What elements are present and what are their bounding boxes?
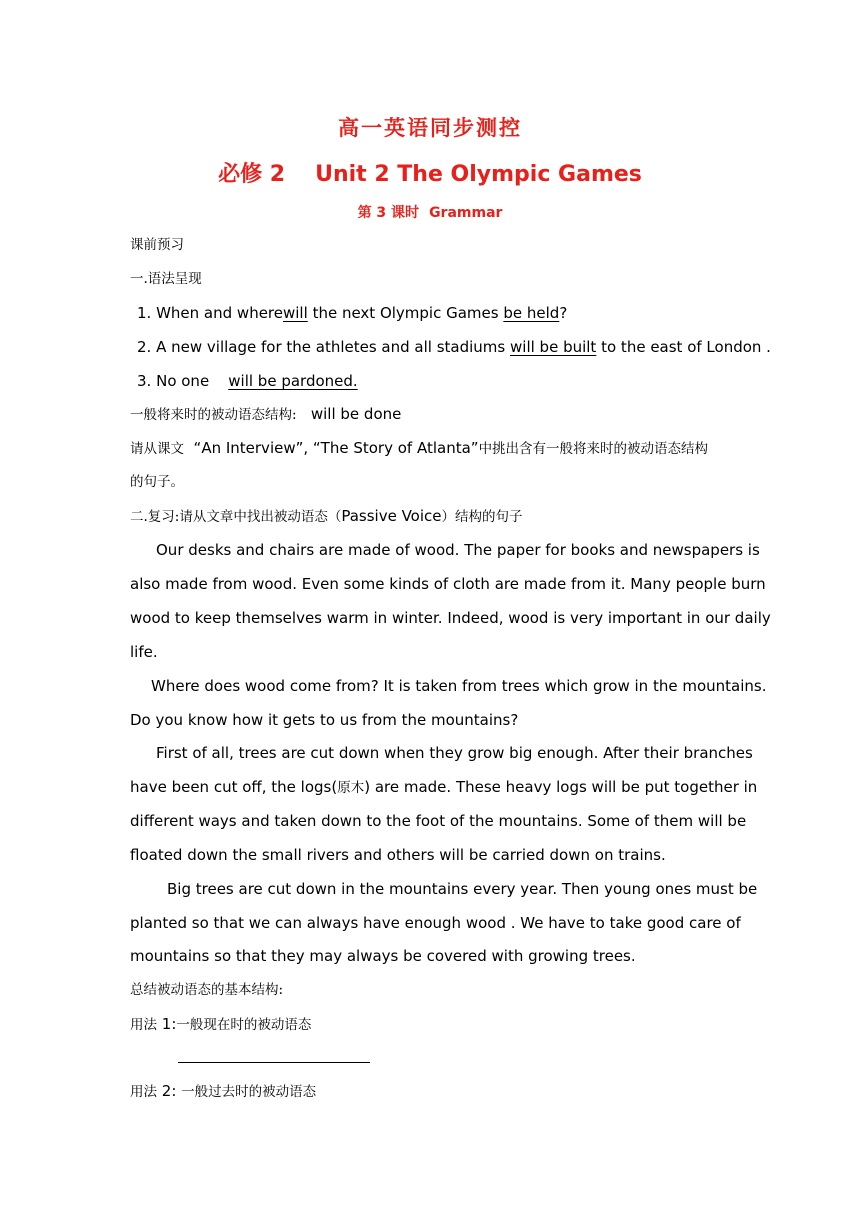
lesson-label: 第 3 课时 [357,205,420,221]
structure-line: 一般将来时的被动语态结构: will be done [130,405,402,423]
underlined-verb: will be pardoned. [228,372,358,390]
underlined-verb: be held [503,304,560,322]
passage-line: different ways and taken down to the foot of the mountains. Some of them will be [130,812,747,830]
passage-line: wood to keep themselves warm in winter. Indeed, wood is very important in our daily [130,609,771,627]
passage-line: Where does wood come from? It is taken from trees which grow in the mountains. [151,677,767,695]
module-label: 必修 2 [218,162,286,187]
instruction-line-2: 的句子。 [130,474,184,490]
underlined-verb: will be built [510,338,597,356]
passage-line: have been cut off, the logs(原木) are made. These heavy logs will be put together in [130,778,758,796]
example-3: 3. No one will be pardoned. [137,372,358,390]
preview-label: 课前预习 [130,237,184,253]
summary-title: 总结被动语态的基本结构: [130,982,284,998]
passage-line: also made from wood. Even some kinds of cloth are made from it. Many people burn [130,575,766,593]
section2-title: 二.复习:请从文章中找出被动语态（Passive Voice）结构的句子 [130,507,523,525]
passage-line: Our desks and chairs are made of wood. The paper for books and newspapers is [156,541,760,559]
passage-line: First of all, trees are cut down when they grow big enough. After their branches [156,744,753,762]
passage-line: life. [130,643,158,661]
usage-1: 用法 1:一般现在时的被动语态 [130,1015,312,1033]
passage-line: planted so that we can always have enough wood . We have to take good care of [130,914,741,932]
passage-line: mountains so that they may always be covered with growing trees. [130,947,636,965]
example-2: 2. A new village for the athletes and all stadiums will be built to the east of London . [137,338,771,356]
section1-title: 一.语法呈现 [130,271,202,287]
lesson-heading [0,202,860,222]
underlined-verb: will [283,304,308,322]
topic-label: Grammar [429,205,503,221]
passage-line: Do you know how it gets to us from the mountains? [130,711,519,729]
usage-2: 用法 2: 一般过去时的被动语态 [130,1082,317,1100]
unit-title: Unit 2 The Olympic Games [315,162,642,187]
passage-line: floated down the small rivers and others will be carried down on trains. [130,846,666,864]
passage-line: Big trees are cut down in the mountains every year. Then young ones must be [167,880,758,898]
answer-blank[interactable] [178,1062,370,1063]
example-1: 1. When and wherewill the next Olympic Games be held? [137,304,568,322]
page-title: 高一英语同步测控 [338,115,522,140]
unit-heading [0,157,860,188]
instruction-line: 请从课文 “An Interview”, “The Story of Atlanta”中挑出含有一般将来时的被动语态结构 [130,439,709,457]
